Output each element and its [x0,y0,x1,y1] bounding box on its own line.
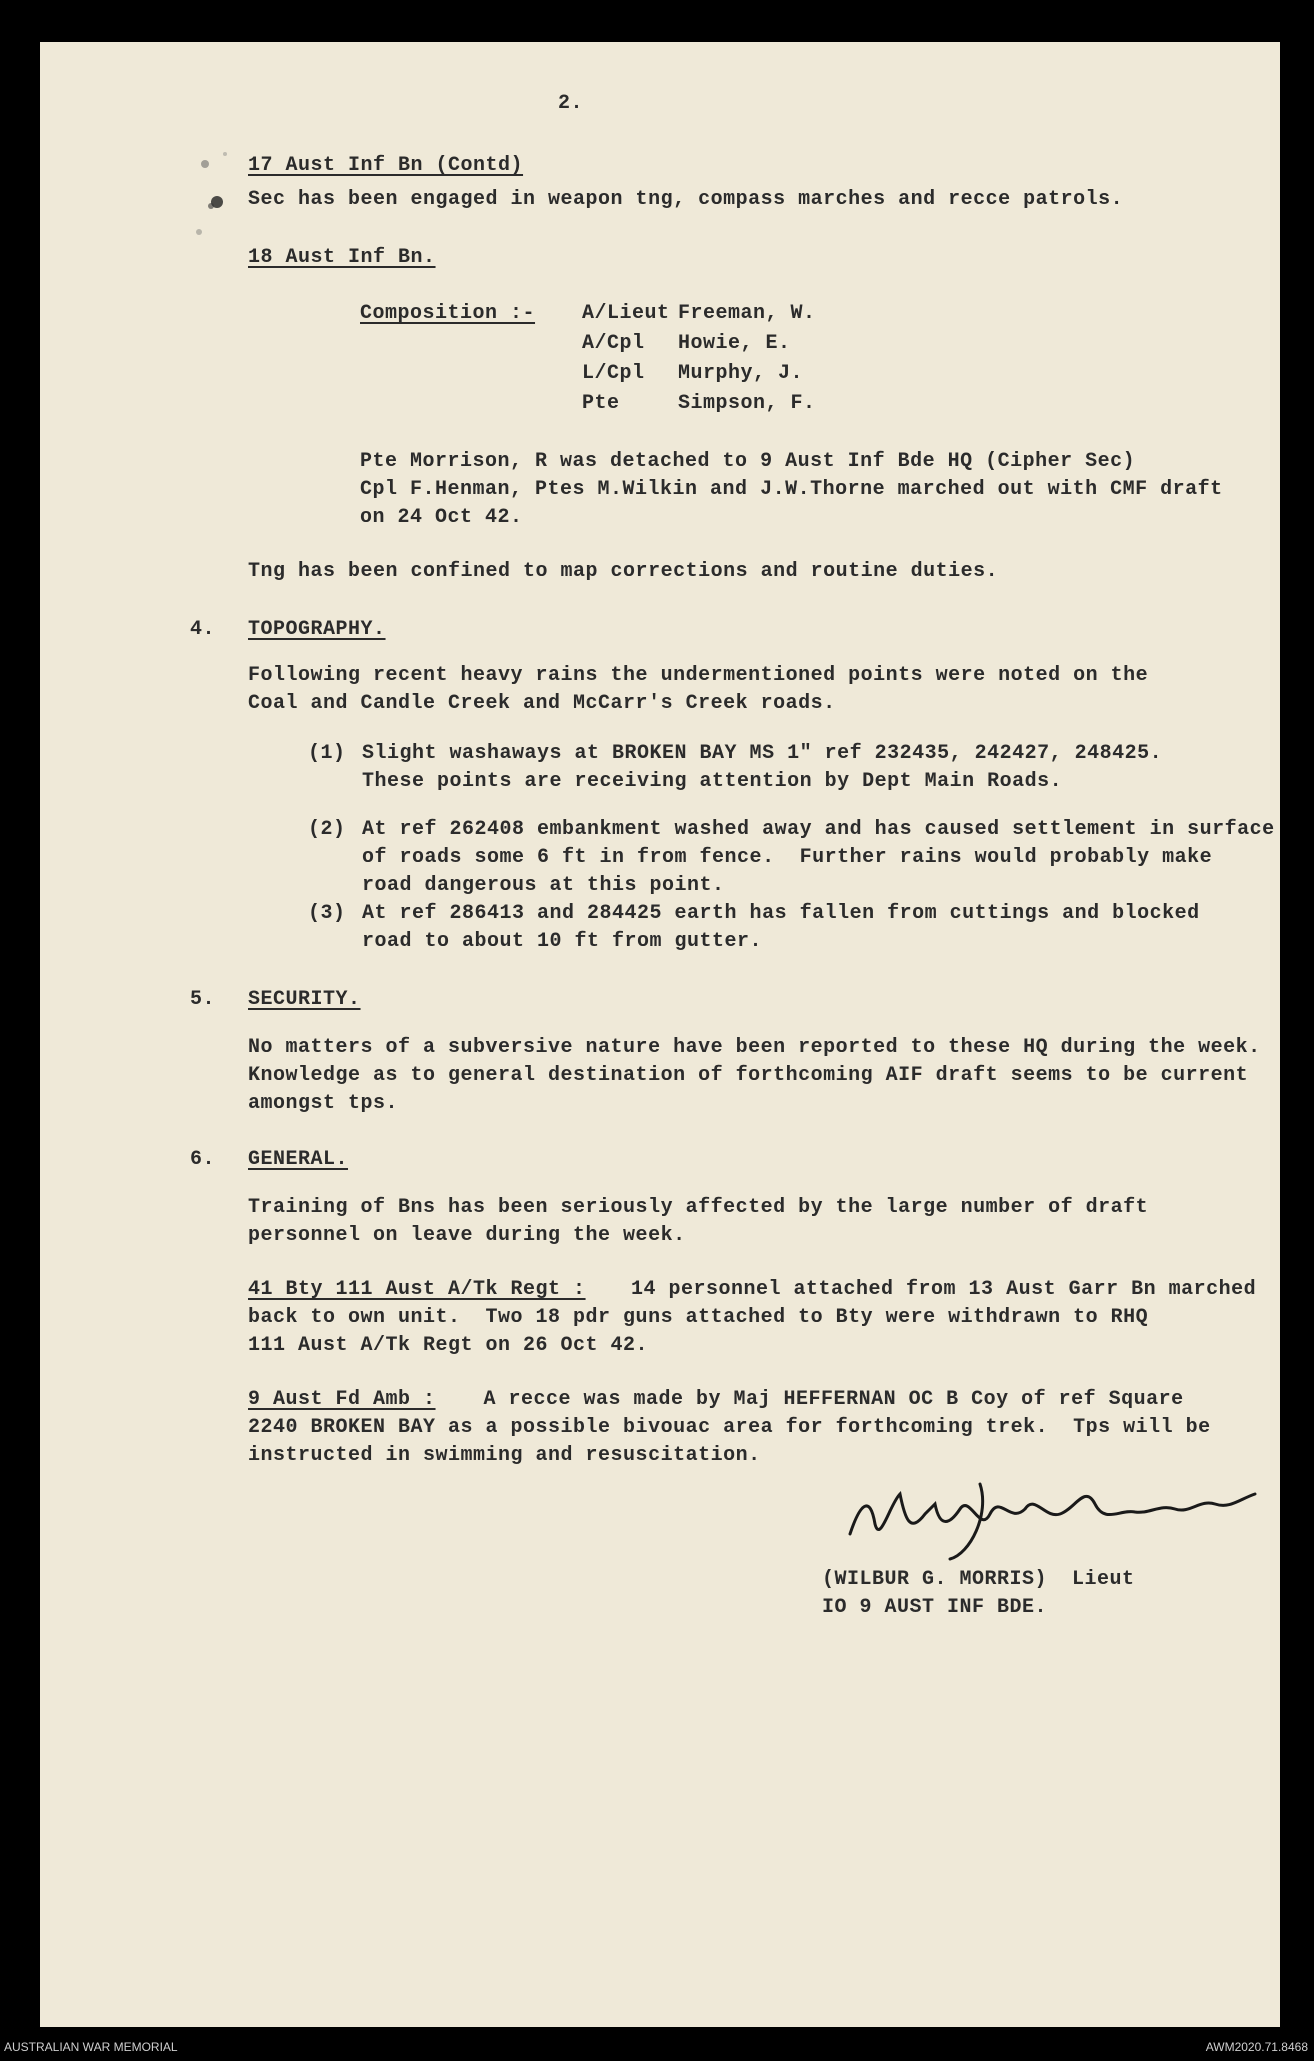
security-heading: SECURITY. [248,988,361,1011]
ink-stain-mark [185,142,255,252]
topography-intro-2: Coal and Candle Creek and McCarr's Creek roads. [248,692,836,715]
signature-unit-line: IO 9 AUST INF BDE. [822,1596,1048,1619]
topography-item-3-line-2: road to about 10 ft from gutter. [362,930,763,953]
general-heading: GENERAL. [248,1148,349,1171]
composition-rank-4: Pte [582,392,620,415]
composition-name-1: Freeman, W. [678,302,816,325]
composition-name-4: Simpson, F. [678,392,816,415]
topography-item-1-line-1: Slight washaways at BROKEN BAY MS 1" ref 232435, 242427, 248425. [362,742,1163,765]
handwritten-signature [840,1464,1280,1564]
detach-line-3: on 24 Oct 42. [360,506,523,529]
fd-amb-line-3: instructed in swimming and resuscitation. [248,1444,761,1467]
composition-rank-1: A/Lieut [582,302,670,325]
page-number: 2. [558,92,584,115]
security-line-1: No matters of a subversive nature have been reported to these HQ during the week. [248,1036,1261,1059]
topography-item-3-line-1: At ref 286413 and 284425 earth has fallen from cuttings and blocked [362,902,1200,925]
inf-bn-17-heading: 17 Aust Inf Bn (Contd) [248,154,524,177]
topography-number: 4. [190,618,216,641]
general-line-1: Training of Bns has been seriously affected by the large number of draft [248,1196,1149,1219]
inf-bn-17-text: Sec has been engaged in weapon tng, compass marches and recce patrols. [248,188,1124,211]
general-number: 6. [190,1148,216,1171]
detach-line-1: Pte Morrison, R was detached to 9 Aust Inf Bde HQ (Cipher Sec) [360,450,1136,473]
topography-item-2-num: (2) [308,818,346,841]
detach-line-2: Cpl F.Henman, Ptes M.Wilkin and J.W.Thorne marched out with CMF draft [360,478,1223,501]
topography-item-1-line-2: These points are receiving attention by Dept Main Roads. [362,770,1063,793]
topography-item-2-line-1: At ref 262408 embankment washed away and has caused settlement in surface [362,818,1275,841]
topography-heading: TOPOGRAPHY. [248,618,386,641]
security-line-3: amongst tps. [248,1092,399,1115]
topography-intro-1: Following recent heavy rains the undermentioned points were noted on the [248,664,1149,687]
composition-rank-2: A/Cpl [582,332,645,355]
topography-item-3-num: (3) [308,902,346,925]
composition-label: Composition :- [360,302,536,325]
bty-line-3: 111 Aust A/Tk Regt on 26 Oct 42. [248,1334,649,1357]
fd-amb-line-2: 2240 BROKEN BAY as a possible bivouac area for forthcoming trek. Tps will be [248,1416,1211,1439]
signature-name-line: (WILBUR G. MORRIS) Lieut [822,1568,1135,1591]
fd-amb-line-1: A recce was made by Maj HEFFERNAN OC B Coy of ref Square [446,1388,1184,1411]
footer-archive-name: AUSTRALIAN WAR MEMORIAL [4,2040,178,2054]
bty-line-2: back to own unit. Two 18 pdr guns attached to Bty were withdrawn to RHQ [248,1306,1149,1329]
security-line-2: Knowledge as to general destination of forthcoming AIF draft seems to be current [248,1064,1249,1087]
topography-item-2-line-3: road dangerous at this point. [362,874,725,897]
general-line-2: personnel on leave during the week. [248,1224,686,1247]
composition-rank-3: L/Cpl [582,362,645,385]
tng-text: Tng has been confined to map corrections and routine duties. [248,560,999,583]
inf-bn-18-heading: 18 Aust Inf Bn. [248,246,436,269]
document-page [40,42,1280,2027]
bty-label: 41 Bty 111 Aust A/Tk Regt : [248,1278,586,1301]
topography-item-2-line-2: of roads some 6 ft in from fence. Further rains would probably make [362,846,1213,869]
composition-name-3: Murphy, J. [678,362,804,385]
bty-line-1: 14 personnel attached from 13 Aust Garr Bn marched [606,1278,1257,1301]
topography-item-1-num: (1) [308,742,346,765]
fd-amb-label: 9 Aust Fd Amb : [248,1388,436,1411]
footer-accession-number: AWM2020.71.8468 [1205,2040,1308,2054]
composition-name-2: Howie, E. [678,332,791,355]
security-number: 5. [190,988,216,1011]
